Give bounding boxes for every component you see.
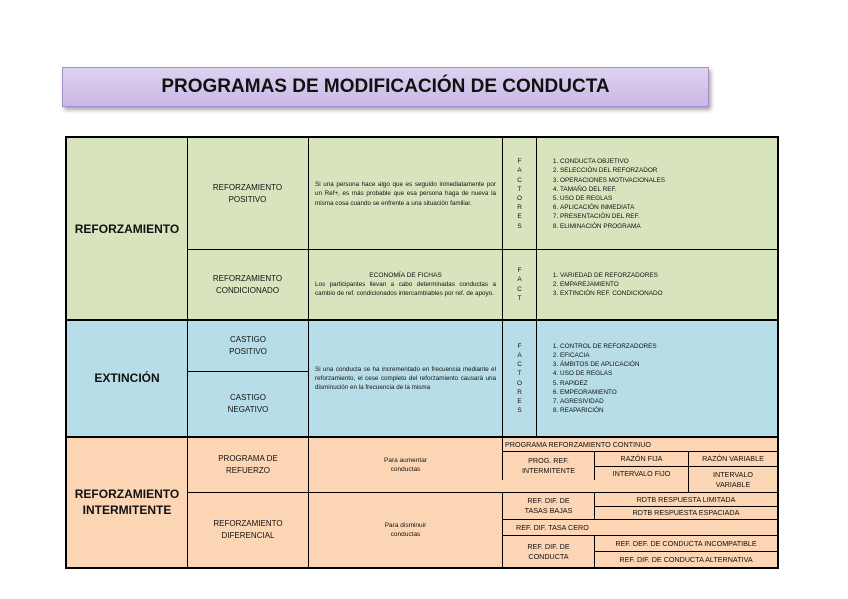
ref-dif-tasas-bajas: REF. DIF. DE TASAS BAJAS [502, 492, 594, 519]
factor-item: 8. REAPARICIÓN [560, 406, 657, 415]
castigo-positivo-label: CASTIGO POSITIVO [187, 321, 308, 371]
programa-refuerzo-label: PROGRAMA DE REFUERZO [187, 438, 308, 492]
factor-letter: R [517, 388, 522, 396]
economia-fichas-heading: ECONOMÍA DE FICHAS [369, 271, 442, 279]
factor-item: 1. CONTROL DE REFORZADORES [560, 342, 657, 351]
factor-letter: A [517, 276, 522, 284]
factor-letter: C [517, 176, 522, 184]
razon-fija: RAZÓN FIJA [594, 451, 688, 466]
factor-item: 4. TAMAÑO DEL REF. [560, 185, 665, 194]
intervalo-variable: INTERVALO VARIABLE [688, 466, 777, 492]
factor-item: 3. OPERACIONES MOTIVACIONALES [560, 176, 665, 185]
extincion-label: EXTINCIÓN [94, 370, 160, 385]
positivo-description: Si una persona hace algo que es seguido inmediatamente por un Ref+, es más probable que esa persona haga de nueva la misma cosa cuando se enfrente a una situación familiar. [308, 138, 502, 250]
ref-dif-tasa-cero: REF. DIF. TASA CERO [502, 519, 777, 535]
factor-letter: O [517, 195, 522, 202]
factor-letter: E [517, 397, 522, 405]
razon-variable: RAZÓN VARIABLE [688, 451, 777, 466]
programa-continuo: PROGRAMA REFORZAMIENTO CONTINUO [502, 438, 777, 451]
program-table [65, 136, 779, 569]
factor-letter: F [517, 158, 522, 166]
ref-dif-conducta-alternativa: REF. DIF. DE CONDUCTA ALTERNATIVA [594, 551, 777, 567]
intervalo-fijo: INTERVALO FIJO [594, 466, 688, 480]
factor-letter: A [517, 351, 522, 359]
factor-letter: A [517, 167, 522, 175]
condicionado-factors-letters [502, 250, 536, 319]
prog-ref-intermitente: PROG. REF. INTERMITENTE [502, 451, 594, 480]
factor-letter: C [517, 361, 522, 369]
ref-dif-de-conducta: REF. DIF. DE CONDUCTA [502, 535, 594, 567]
factor-letter: S [517, 222, 522, 230]
factor-letter: F [517, 267, 522, 275]
factor-item: 8. ELIMINACIÓN PROGRAMA [560, 222, 665, 231]
intermitente-label: REFORZAMIENTO INTERMITENTE [74, 486, 180, 517]
factor-item: 2. EFICACIA [560, 351, 657, 360]
factor-item: 6. EMPEORAMIENTO [560, 388, 657, 397]
factor-letter: R [517, 204, 522, 212]
factor-letter: F [517, 342, 522, 350]
reforzamiento-diferencial-label: REFORZAMIENTO DIFERENCIAL [187, 492, 308, 567]
reforzamiento-condicionado-label: REFORZAMIENTO CONDICIONADO [212, 273, 283, 295]
condicionado-factors-list [536, 250, 777, 319]
factor-item: 3. EXTINCIÓN REF. CONDICIONADO [560, 289, 663, 298]
diferencial-purpose: Para disminuir conductas [308, 492, 502, 567]
factor-item: 7. PRESENTACIÓN DEL REF. [560, 212, 665, 221]
factor-letter: T [517, 294, 522, 302]
economia-fichas-text: Los participantes llevan a cabo determinadas conductas a cambio de ref. condicionados intercambiables por ref. de apoyo. [315, 280, 496, 297]
factor-item: 1. VARIEDAD DE REFORZADORES [560, 271, 663, 280]
ref-def-conducta-incompatible: REF. DEF. DE CONDUCTA INCOMPATIBLE [594, 535, 777, 551]
positivo-factors-letters [502, 138, 536, 250]
factor-item: 2. EMPAREJAMIENTO [560, 280, 663, 289]
factor-letter: E [517, 213, 522, 221]
condicionado-description [308, 250, 502, 319]
rdtb-respuesta-limitada: RDTB RESPUESTA LIMITADA [594, 492, 777, 506]
factor-letter: T [517, 370, 522, 378]
positivo-factors-list [536, 138, 777, 250]
factor-item: 6. APLICACIÓN INMEDIATA [560, 203, 665, 212]
reforzamiento-label: REFORZAMIENTO [74, 221, 180, 236]
factor-item: 3. ÁMBITOS DE APLICACIÓN [560, 360, 657, 369]
factor-letter: C [517, 285, 522, 293]
factor-item: 4. USO DE REGLAS [560, 369, 657, 378]
factor-letter: S [517, 407, 522, 415]
page-title: PROGRAMAS DE MODIFICACIÓN DE CONDUCTA [62, 67, 709, 107]
factor-item: 5. RAPIDEZ [560, 379, 657, 388]
extincion-description: Si una conducta se ha incrementado en frecuencia mediante el reforzamiento, el cese completo del reforzamiento causará una disminución en la frecuencia de la misma [308, 321, 502, 436]
refuerzo-purpose: Para aumentar conductas [308, 438, 502, 492]
castigo-negativo-label: CASTIGO NEGATIVO [187, 371, 308, 436]
factor-item: 7. AGRESIVIDAD [560, 397, 657, 406]
rdtb-respuesta-espaciada: RDTB RESPUESTA ESPACIADA [594, 506, 777, 519]
reforzamiento-positivo-label: REFORZAMIENTO POSITIVO [212, 183, 283, 204]
extincion-factors-letters [502, 321, 536, 436]
extincion-factors-list [536, 321, 777, 436]
factor-item: 1. CONDUCTA OBJETIVO [560, 157, 665, 166]
factor-letter: O [517, 379, 522, 387]
factor-item: 5. USO DE REGLAS [560, 194, 665, 203]
factor-letter: T [517, 185, 522, 193]
factor-item: 2. SELECCIÓN DEL REFORZADOR [560, 166, 665, 175]
